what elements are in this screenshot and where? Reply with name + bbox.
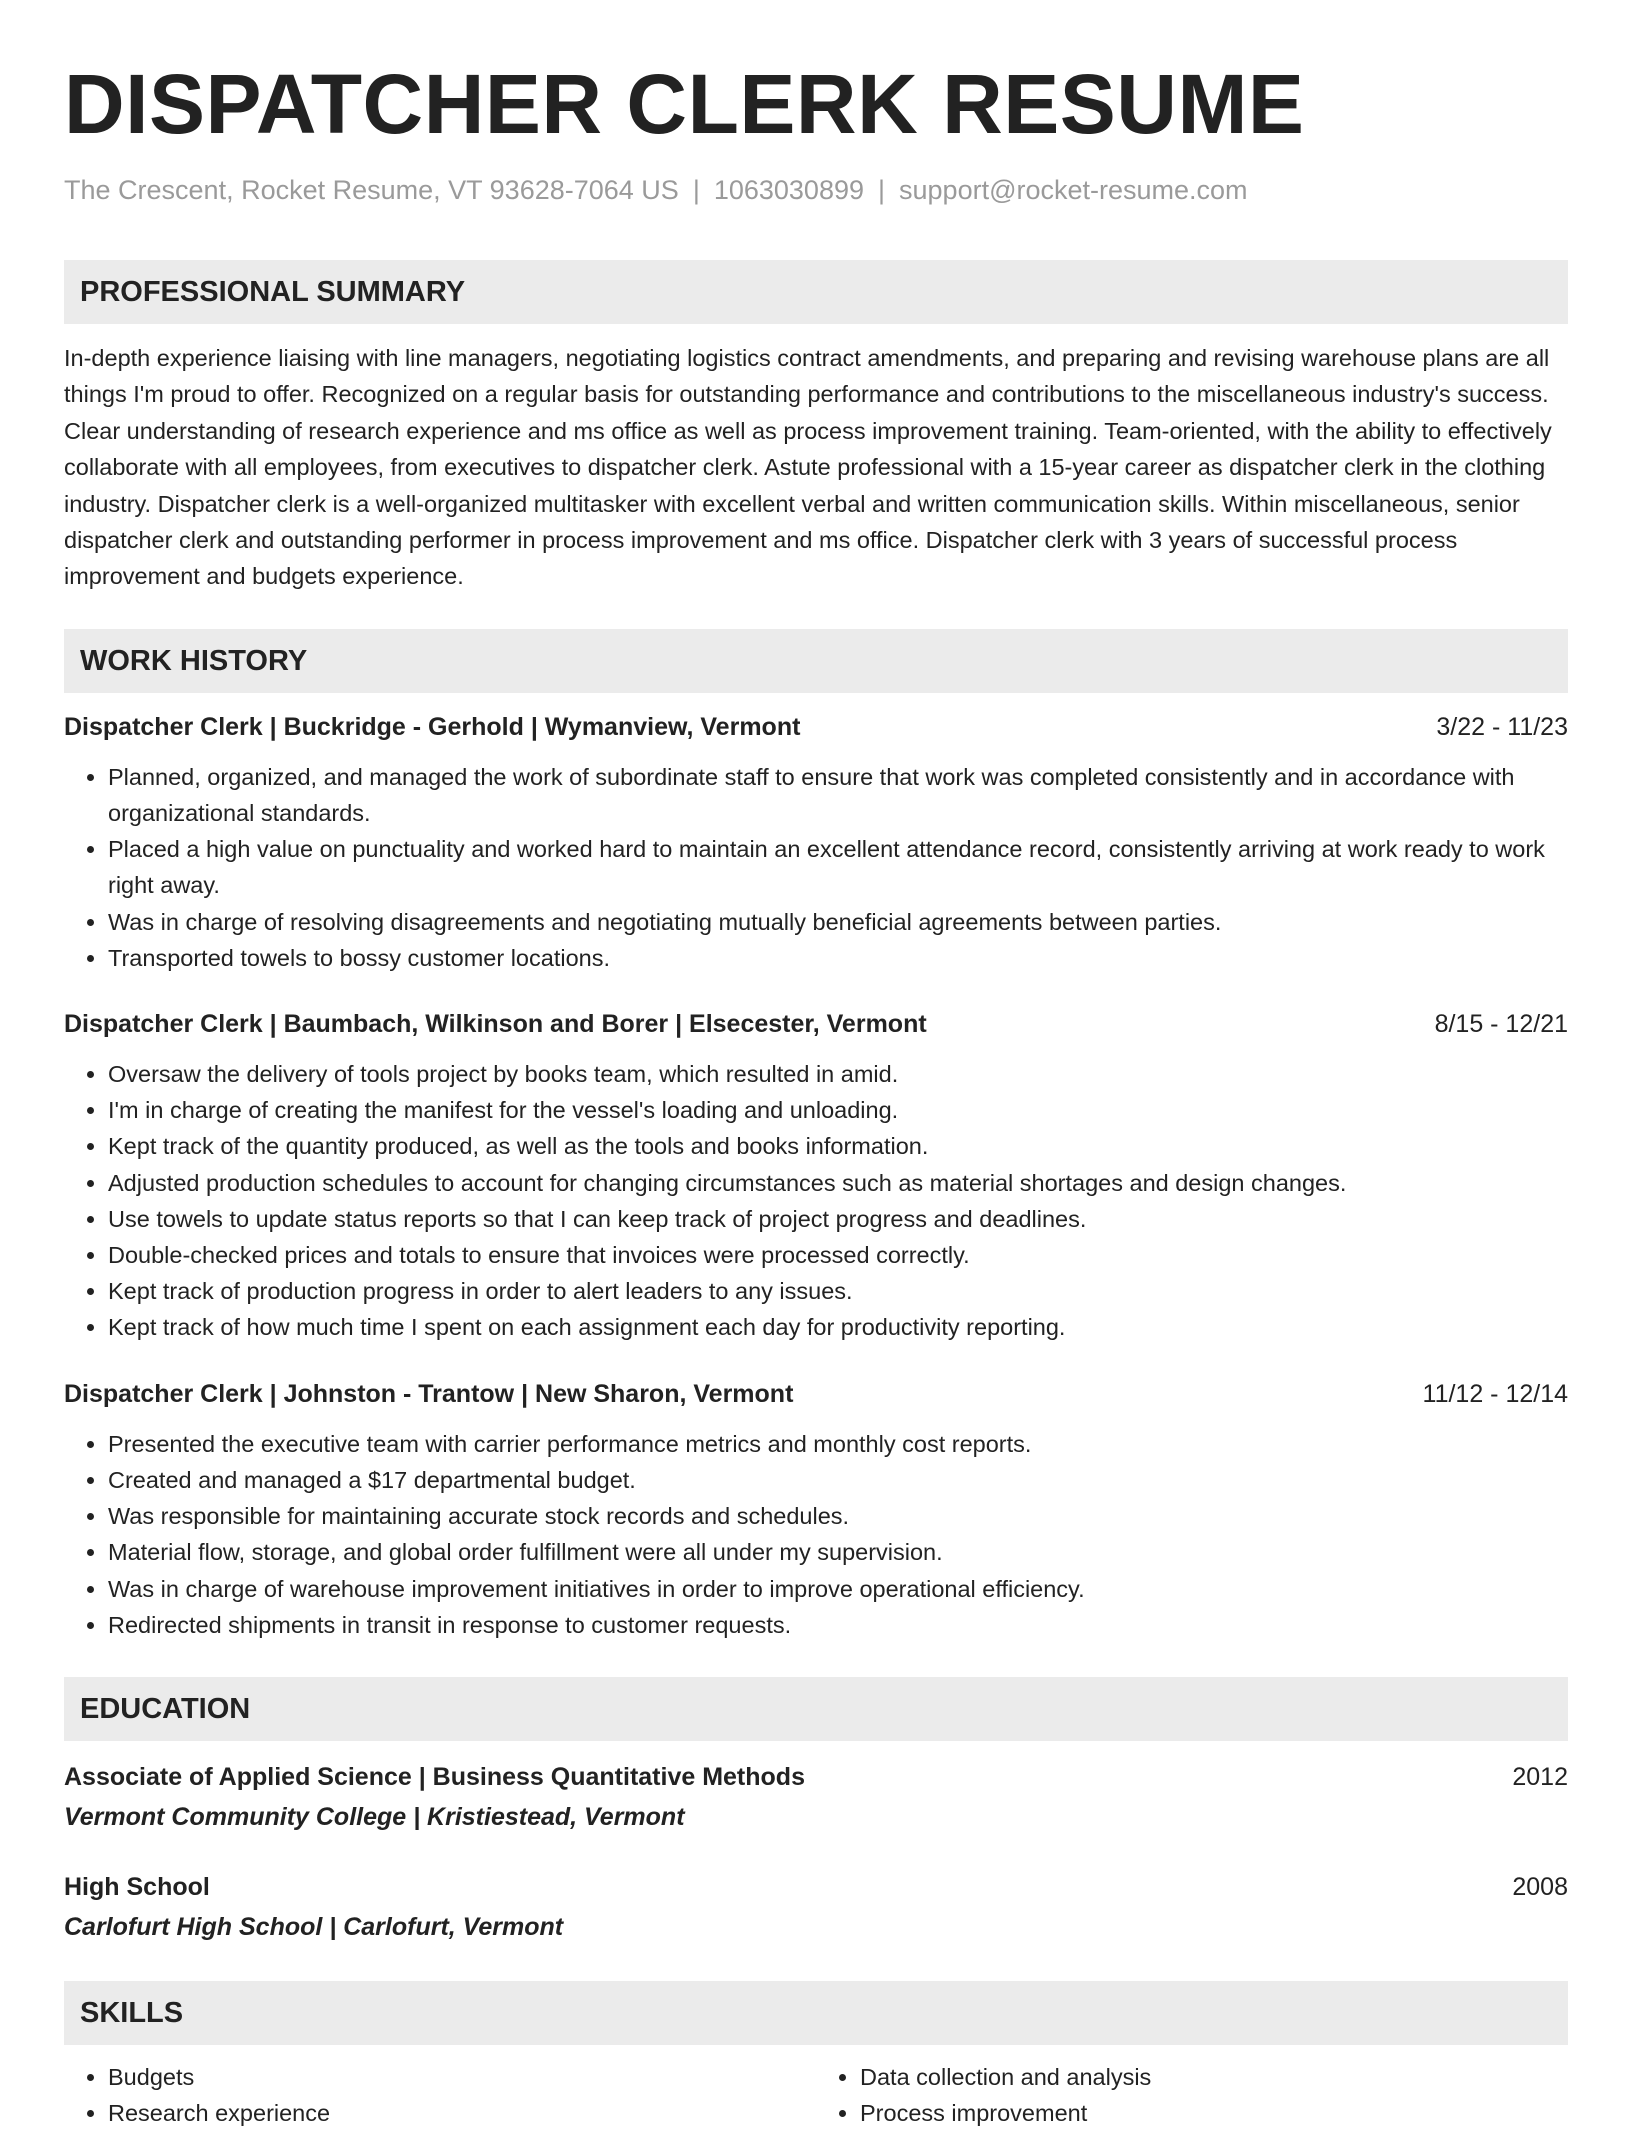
job-title: Dispatcher Clerk | Johnston - Trantow | New Sharon, Vermont xyxy=(64,1379,794,1408)
job-bullet: • Transported towels to bossy customer locations. xyxy=(108,940,1568,976)
job-title: Dispatcher Clerk | Buckridge - Gerhold | Wymanview, Vermont xyxy=(64,712,801,741)
job-bullet: • Oversaw the delivery of tools project by books team, which resulted in amid. xyxy=(108,1056,1568,1092)
job-bullet: • I'm in charge of creating the manifest for the vessel's loading and unloading. xyxy=(108,1092,1568,1128)
job-bullets xyxy=(64,1056,1568,1346)
contact-separator: | xyxy=(692,175,700,205)
contact-separator: | xyxy=(878,175,886,205)
job-bullets xyxy=(64,759,1568,976)
section-header-work-history: WORK HISTORY xyxy=(64,629,1568,693)
job-bullet: • Adjusted production schedules to account for changing circumstances such as material shortages and design changes. xyxy=(108,1165,1568,1201)
job-header xyxy=(64,1006,1568,1042)
education-header xyxy=(64,1867,1568,1907)
skills-column-left xyxy=(64,2059,816,2131)
education-school: Vermont Community College | Kristiestead, Vermont xyxy=(64,1802,685,1831)
job-dates: 11/12 - 12/14 xyxy=(1422,1379,1568,1408)
job-entry xyxy=(64,1006,1568,1346)
skills-column-right xyxy=(816,2059,1568,2131)
education-degree: High School xyxy=(64,1872,210,1901)
section-header-education: EDUCATION xyxy=(64,1677,1568,1741)
skill-item: • Budgets xyxy=(108,2059,816,2095)
skill-item: • Research experience xyxy=(108,2095,816,2131)
job-bullet: • Placed a high value on punctuality and worked hard to maintain an excellent attendance record, consistently arriving at work ready to work right away. xyxy=(108,831,1568,903)
job-bullet: • Was in charge of warehouse improvement initiatives in order to improve operational efficiency. xyxy=(108,1571,1568,1607)
job-bullet: • Kept track of production progress in order to alert leaders to any issues. xyxy=(108,1273,1568,1309)
contact-address: The Crescent, Rocket Resume, VT 93628-7064 US xyxy=(64,175,679,205)
summary-text: In-depth experience liaising with line managers, negotiating logistics contract amendments, and preparing and revising warehouse plans are all things I'm proud to offer. Recognized on a regular basis for outstanding performance and contributions to the miscellaneous industry's success. Clear understanding of research experience and ms office as well as process improvement training. Team-oriented, with the ability to effectively collaborate with all employees, from executives to dispatcher clerk. Astute professional with a 15-year career as dispatcher clerk in the clothing industry. Dispatcher clerk is a well-organized multitasker with excellent verbal and written communication skills. Within miscellaneous, senior dispatcher clerk and outstanding performer in process improvement and ms office. Dispatcher clerk with 3 years of successful process improvement and budgets experience. xyxy=(64,345,1552,590)
job-bullet: • Kept track of how much time I spent on each assignment each day for productivity reporting. xyxy=(108,1309,1568,1345)
skill-item: • Process improvement xyxy=(860,2095,1568,2131)
education-school: Carlofurt High School | Carlofurt, Vermont xyxy=(64,1912,564,1941)
education-entry xyxy=(64,1757,1568,1837)
job-bullet: • Redirected shipments in transit in response to customer requests. xyxy=(108,1607,1568,1643)
skills-list xyxy=(64,2059,1568,2131)
job-entry xyxy=(64,1376,1568,1643)
job-bullet: • Created and managed a $17 departmental budget. xyxy=(108,1462,1568,1498)
education-degree: Associate of Applied Science | Business Quantitative Methods xyxy=(64,1762,805,1791)
job-bullet: • Kept track of the quantity produced, as well as the tools and books information. xyxy=(108,1128,1568,1164)
section-header-skills: SKILLS xyxy=(64,1981,1568,2045)
education-header xyxy=(64,1757,1568,1797)
job-entry xyxy=(64,709,1568,976)
job-bullet: • Was in charge of resolving disagreements and negotiating mutually beneficial agreements between parties. xyxy=(108,904,1568,940)
job-header xyxy=(64,709,1568,745)
job-title: Dispatcher Clerk | Baumbach, Wilkinson and Borer | Elsecester, Vermont xyxy=(64,1010,927,1039)
skill-item: • Data collection and analysis xyxy=(860,2059,1568,2095)
job-bullet: • Material flow, storage, and global order fulfillment were all under my supervision. xyxy=(108,1534,1568,1570)
job-bullet: • Double-checked prices and totals to ensure that invoices were processed correctly. xyxy=(108,1237,1568,1273)
resume-title: DISPATCHER CLERK RESUME xyxy=(64,57,1305,151)
education-year: 2008 xyxy=(1512,1872,1568,1901)
contact-email: support@rocket-resume.com xyxy=(899,175,1248,205)
job-bullet: • Was responsible for maintaining accurate stock records and schedules. xyxy=(108,1498,1568,1534)
job-bullet: • Planned, organized, and managed the work of subordinate staff to ensure that work was completed consistently and in accordance with organizational standards. xyxy=(108,759,1568,831)
education-year: 2012 xyxy=(1512,1762,1568,1791)
job-dates: 3/22 - 11/23 xyxy=(1436,712,1568,741)
contact-line xyxy=(64,172,1568,208)
contact-phone: 1063030899 xyxy=(713,175,864,205)
job-bullets xyxy=(64,1426,1568,1643)
job-bullet: • Use towels to update status reports so that I can keep track of project progress and deadlines. xyxy=(108,1201,1568,1237)
job-header xyxy=(64,1376,1568,1412)
job-bullet: • Presented the executive team with carrier performance metrics and monthly cost reports. xyxy=(108,1426,1568,1462)
section-header-summary: PROFESSIONAL SUMMARY xyxy=(64,260,1568,324)
job-dates: 8/15 - 12/21 xyxy=(1434,1010,1568,1039)
education-entry xyxy=(64,1867,1568,1947)
